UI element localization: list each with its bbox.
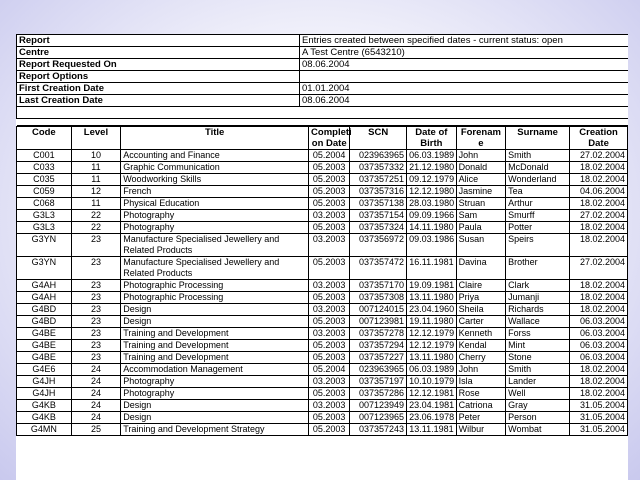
table-cell: 23 bbox=[71, 280, 121, 292]
table-cell: G4KB bbox=[17, 412, 72, 424]
table-row bbox=[17, 280, 628, 292]
table-cell: 23 bbox=[71, 316, 121, 328]
table-cell: 18.02.2004 bbox=[570, 198, 628, 210]
report-field-row bbox=[17, 47, 629, 59]
table-cell: 23 bbox=[71, 340, 121, 352]
table-cell: 23 bbox=[71, 352, 121, 364]
table-cell: 18.02.2004 bbox=[570, 222, 628, 234]
table-cell: 27.02.2004 bbox=[570, 150, 628, 162]
report-field-label: Report Requested On bbox=[17, 59, 300, 71]
table-cell: 23.04.1981 bbox=[407, 400, 457, 412]
table-cell: Photography bbox=[121, 222, 309, 234]
table-cell: Wonderland bbox=[506, 174, 570, 186]
table-row bbox=[17, 400, 628, 412]
table-row bbox=[17, 412, 628, 424]
report-field-label: Last Creation Date bbox=[17, 95, 300, 107]
table-cell: 13.11.1980 bbox=[407, 352, 457, 364]
table-cell: 10 bbox=[71, 150, 121, 162]
table-row bbox=[17, 186, 628, 198]
table-row bbox=[17, 150, 628, 162]
table-cell: 31.05.2004 bbox=[570, 412, 628, 424]
table-cell: 21.12.1980 bbox=[407, 162, 457, 174]
table-cell: 037357170 bbox=[350, 280, 407, 292]
table-cell: Arthur bbox=[506, 198, 570, 210]
table-cell: 037357316 bbox=[350, 186, 407, 198]
table-row bbox=[17, 198, 628, 210]
table-cell: 03.2003 bbox=[309, 280, 350, 292]
table-cell: 03.2003 bbox=[309, 304, 350, 316]
table-cell: Graphic Communication bbox=[121, 162, 309, 174]
table-row bbox=[17, 222, 628, 234]
table-cell: Stone bbox=[506, 352, 570, 364]
table-cell: 24 bbox=[71, 376, 121, 388]
table-cell: 05.2003 bbox=[309, 186, 350, 198]
table-cell: 11 bbox=[71, 198, 121, 210]
table-cell: 28.03.1980 bbox=[407, 198, 457, 210]
table-cell: 12 bbox=[71, 186, 121, 198]
table-cell: 037357308 bbox=[350, 292, 407, 304]
table-cell: 18.02.2004 bbox=[570, 388, 628, 400]
table-cell: G3YN bbox=[17, 257, 72, 280]
table-cell: Physical Education bbox=[121, 198, 309, 210]
table-cell: Kenneth bbox=[456, 328, 506, 340]
table-cell: Woodworking Skills bbox=[121, 174, 309, 186]
report-field-label: First Creation Date bbox=[17, 83, 300, 95]
table-cell: Claire bbox=[456, 280, 506, 292]
table-cell: Priya bbox=[456, 292, 506, 304]
table-cell: 24 bbox=[71, 364, 121, 376]
table-row bbox=[17, 328, 628, 340]
table-cell: Paula bbox=[456, 222, 506, 234]
table-cell: 007123981 bbox=[350, 316, 407, 328]
table-cell: Sam bbox=[456, 210, 506, 222]
table-cell: Struan bbox=[456, 198, 506, 210]
table-cell: John bbox=[456, 150, 506, 162]
table-cell: 05.2003 bbox=[309, 388, 350, 400]
table-row bbox=[17, 388, 628, 400]
table-cell: 31.05.2004 bbox=[570, 400, 628, 412]
table-cell: G3L3 bbox=[17, 222, 72, 234]
table-cell: Jasmine bbox=[456, 186, 506, 198]
table-cell: 05.2003 bbox=[309, 198, 350, 210]
table-cell: 23 bbox=[71, 292, 121, 304]
table-cell: 03.2003 bbox=[309, 210, 350, 222]
table-cell: G4BD bbox=[17, 316, 72, 328]
table-cell: 05.2003 bbox=[309, 316, 350, 328]
report-field-row bbox=[17, 71, 629, 83]
table-cell: Training and Development bbox=[121, 328, 309, 340]
table-cell: 19.11.1980 bbox=[407, 316, 457, 328]
table-cell: 05.2003 bbox=[309, 222, 350, 234]
table-cell: 03.2003 bbox=[309, 376, 350, 388]
table-cell: 05.2004 bbox=[309, 364, 350, 376]
table-cell: Design bbox=[121, 412, 309, 424]
table-cell: C035 bbox=[17, 174, 72, 186]
table-cell: Training and Development Strategy bbox=[121, 424, 309, 436]
table-cell: 10.10.1979 bbox=[407, 376, 457, 388]
column-header: Completi on Date bbox=[309, 127, 350, 150]
table-cell: Design bbox=[121, 304, 309, 316]
table-cell: Susan bbox=[456, 234, 506, 257]
table-cell: Wombat bbox=[506, 424, 570, 436]
table-cell: 037356972 bbox=[350, 234, 407, 257]
table-cell: 05.2003 bbox=[309, 174, 350, 186]
table-cell: 037357324 bbox=[350, 222, 407, 234]
table-cell: 037357243 bbox=[350, 424, 407, 436]
table-cell: Manufacture Specialised Jewellery and Related Products bbox=[121, 257, 309, 280]
table-cell: 27.02.2004 bbox=[570, 257, 628, 280]
table-cell: 18.02.2004 bbox=[570, 292, 628, 304]
table-cell: 23.04.1960 bbox=[407, 304, 457, 316]
table-cell: 23.06.1978 bbox=[407, 412, 457, 424]
spacer-cell bbox=[17, 107, 629, 119]
table-cell: 037357278 bbox=[350, 328, 407, 340]
table-cell: G4MN bbox=[17, 424, 72, 436]
table-row bbox=[17, 352, 628, 364]
table-cell: Person bbox=[506, 412, 570, 424]
table-cell: Design bbox=[121, 400, 309, 412]
table-row bbox=[17, 304, 628, 316]
table-cell: G3YN bbox=[17, 234, 72, 257]
table-row bbox=[17, 292, 628, 304]
table-cell: 023963965 bbox=[350, 150, 407, 162]
report-sheet bbox=[16, 34, 628, 480]
table-cell: C033 bbox=[17, 162, 72, 174]
table-cell: Smurff bbox=[506, 210, 570, 222]
table-cell: Jumanji bbox=[506, 292, 570, 304]
table-cell: 18.02.2004 bbox=[570, 280, 628, 292]
table-cell: G4BD bbox=[17, 304, 72, 316]
table-cell: 14.11.1980 bbox=[407, 222, 457, 234]
column-header: Title bbox=[121, 127, 309, 150]
table-cell: 19.09.1981 bbox=[407, 280, 457, 292]
table-cell: 09.12.1979 bbox=[407, 174, 457, 186]
table-cell: Photography bbox=[121, 388, 309, 400]
table-cell: 06.03.2004 bbox=[570, 340, 628, 352]
table-cell: C059 bbox=[17, 186, 72, 198]
column-header: Code bbox=[17, 127, 72, 150]
spacer-cell bbox=[17, 119, 629, 126]
table-cell: Manufacture Specialised Jewellery and Related Products bbox=[121, 234, 309, 257]
table-cell: 06.03.1989 bbox=[407, 364, 457, 376]
table-cell: Richards bbox=[506, 304, 570, 316]
table-cell: Lander bbox=[506, 376, 570, 388]
table-cell: Clark bbox=[506, 280, 570, 292]
table-cell: 03.2003 bbox=[309, 400, 350, 412]
table-cell: Brother bbox=[506, 257, 570, 280]
table-cell: G4BE bbox=[17, 340, 72, 352]
table-row bbox=[17, 376, 628, 388]
table-cell: Alice bbox=[456, 174, 506, 186]
table-cell: Tea bbox=[506, 186, 570, 198]
table-cell: Training and Development bbox=[121, 340, 309, 352]
table-cell: 31.05.2004 bbox=[570, 424, 628, 436]
table-cell: 27.02.2004 bbox=[570, 210, 628, 222]
report-header-table bbox=[16, 34, 628, 126]
table-cell: 11 bbox=[71, 162, 121, 174]
table-row bbox=[17, 162, 628, 174]
table-cell: 037357154 bbox=[350, 210, 407, 222]
table-cell: 037357251 bbox=[350, 174, 407, 186]
table-row bbox=[17, 364, 628, 376]
table-cell: 18.02.2004 bbox=[570, 162, 628, 174]
column-header: Creation Date bbox=[570, 127, 628, 150]
table-cell: Photographic Processing bbox=[121, 280, 309, 292]
table-cell: 037357472 bbox=[350, 257, 407, 280]
table-cell: 22 bbox=[71, 222, 121, 234]
table-cell: C001 bbox=[17, 150, 72, 162]
table-cell: 11 bbox=[71, 174, 121, 186]
table-cell: 05.2003 bbox=[309, 257, 350, 280]
table-cell: 037357332 bbox=[350, 162, 407, 174]
report-field-label: Centre bbox=[17, 47, 300, 59]
table-cell: 04.06.2004 bbox=[570, 186, 628, 198]
table-cell: 06.03.2004 bbox=[570, 316, 628, 328]
table-cell: 03.2003 bbox=[309, 234, 350, 257]
table-cell: 037357286 bbox=[350, 388, 407, 400]
table-cell: Training and Development bbox=[121, 352, 309, 364]
table-cell: 25 bbox=[71, 424, 121, 436]
table-cell: Cherry bbox=[456, 352, 506, 364]
table-cell: G4AH bbox=[17, 280, 72, 292]
report-field-value: A Test Centre (6543210) bbox=[300, 47, 629, 59]
table-cell: 007123949 bbox=[350, 400, 407, 412]
table-cell: Peter bbox=[456, 412, 506, 424]
table-cell: 037357227 bbox=[350, 352, 407, 364]
table-cell: 05.2003 bbox=[309, 412, 350, 424]
report-field-row bbox=[17, 83, 629, 95]
table-cell: 06.03.2004 bbox=[570, 328, 628, 340]
table-cell: G4KB bbox=[17, 400, 72, 412]
table-row bbox=[17, 210, 628, 222]
table-cell: 23 bbox=[71, 234, 121, 257]
column-header: Level bbox=[71, 127, 121, 150]
table-cell: 16.11.1981 bbox=[407, 257, 457, 280]
table-cell: Catriona bbox=[456, 400, 506, 412]
table-row bbox=[17, 340, 628, 352]
table-cell: 007123965 bbox=[350, 412, 407, 424]
report-field-label: Report Options bbox=[17, 71, 300, 83]
table-cell: 18.02.2004 bbox=[570, 304, 628, 316]
table-cell: 05.2003 bbox=[309, 424, 350, 436]
table-cell: 05.2003 bbox=[309, 162, 350, 174]
table-cell: 23 bbox=[71, 328, 121, 340]
table-cell: Gray bbox=[506, 400, 570, 412]
table-cell: 24 bbox=[71, 400, 121, 412]
table-cell: Photography bbox=[121, 376, 309, 388]
table-cell: G4JH bbox=[17, 388, 72, 400]
table-cell: 23 bbox=[71, 257, 121, 280]
table-cell: 24 bbox=[71, 388, 121, 400]
table-header-row bbox=[17, 127, 628, 150]
table-cell: 22 bbox=[71, 210, 121, 222]
table-row bbox=[17, 234, 628, 257]
table-cell: Accommodation Management bbox=[121, 364, 309, 376]
report-field-value: 08.06.2004 bbox=[300, 95, 629, 107]
entries-table bbox=[16, 126, 628, 436]
table-cell: 23 bbox=[71, 304, 121, 316]
table-cell: 12.12.1981 bbox=[407, 388, 457, 400]
table-cell: G4BE bbox=[17, 352, 72, 364]
table-cell: 12.12.1979 bbox=[407, 340, 457, 352]
report-field-label: Report bbox=[17, 35, 300, 47]
table-row bbox=[17, 424, 628, 436]
table-cell: Wallace bbox=[506, 316, 570, 328]
table-cell: Design bbox=[121, 316, 309, 328]
column-header: Surname bbox=[506, 127, 570, 150]
table-cell: Sheila bbox=[456, 304, 506, 316]
table-cell: 023963965 bbox=[350, 364, 407, 376]
table-cell: Mint bbox=[506, 340, 570, 352]
table-cell: Speirs bbox=[506, 234, 570, 257]
table-cell: Smith bbox=[506, 364, 570, 376]
table-cell: 037357294 bbox=[350, 340, 407, 352]
table-cell: 06.03.1989 bbox=[407, 150, 457, 162]
table-cell: Rose bbox=[456, 388, 506, 400]
table-cell: Donald bbox=[456, 162, 506, 174]
table-cell: 13.11.1981 bbox=[407, 424, 457, 436]
table-cell: 05.2003 bbox=[309, 352, 350, 364]
table-cell: Wilbur bbox=[456, 424, 506, 436]
table-cell: 007124015 bbox=[350, 304, 407, 316]
table-cell: Photographic Processing bbox=[121, 292, 309, 304]
table-row bbox=[17, 316, 628, 328]
table-cell: 18.02.2004 bbox=[570, 234, 628, 257]
table-cell: G4AH bbox=[17, 292, 72, 304]
table-cell: 13.11.1980 bbox=[407, 292, 457, 304]
report-field-value: 01.01.2004 bbox=[300, 83, 629, 95]
column-header: SCN bbox=[350, 127, 407, 150]
table-cell: Carter bbox=[456, 316, 506, 328]
report-field-value: 08.06.2004 bbox=[300, 59, 629, 71]
table-cell: Forss bbox=[506, 328, 570, 340]
table-cell: G4JH bbox=[17, 376, 72, 388]
table-cell: Photography bbox=[121, 210, 309, 222]
report-field-row bbox=[17, 59, 629, 71]
table-cell: 09.03.1986 bbox=[407, 234, 457, 257]
spacer-row bbox=[17, 119, 629, 126]
table-cell: C068 bbox=[17, 198, 72, 210]
table-cell: 12.12.1980 bbox=[407, 186, 457, 198]
table-cell: 06.03.2004 bbox=[570, 352, 628, 364]
report-field-row bbox=[17, 35, 629, 47]
table-row bbox=[17, 174, 628, 186]
table-cell: Potter bbox=[506, 222, 570, 234]
table-cell: French bbox=[121, 186, 309, 198]
table-cell: 05.2004 bbox=[309, 150, 350, 162]
table-cell: G3L3 bbox=[17, 210, 72, 222]
table-cell: 037357138 bbox=[350, 198, 407, 210]
table-cell: 18.02.2004 bbox=[570, 174, 628, 186]
table-cell: Smith bbox=[506, 150, 570, 162]
table-cell: Isla bbox=[456, 376, 506, 388]
table-cell: 05.2003 bbox=[309, 292, 350, 304]
table-cell: Davina bbox=[456, 257, 506, 280]
table-row bbox=[17, 257, 628, 280]
table-cell: McDonald bbox=[506, 162, 570, 174]
table-cell: 18.02.2004 bbox=[570, 376, 628, 388]
table-cell: Accounting and Finance bbox=[121, 150, 309, 162]
table-cell: 037357197 bbox=[350, 376, 407, 388]
table-cell: 18.02.2004 bbox=[570, 364, 628, 376]
report-field-value bbox=[300, 71, 629, 83]
table-cell: Well bbox=[506, 388, 570, 400]
table-cell: 05.2003 bbox=[309, 340, 350, 352]
report-field-row bbox=[17, 95, 629, 107]
table-cell: John bbox=[456, 364, 506, 376]
column-header: Forenam e bbox=[456, 127, 506, 150]
column-header: Date of Birth bbox=[407, 127, 457, 150]
spacer-row bbox=[17, 107, 629, 119]
table-cell: 03.2003 bbox=[309, 328, 350, 340]
report-field-value: Entries created between specified dates - current status: open bbox=[300, 35, 629, 47]
table-cell: 12.12.1979 bbox=[407, 328, 457, 340]
table-cell: G4E6 bbox=[17, 364, 72, 376]
table-cell: G4BE bbox=[17, 328, 72, 340]
table-cell: 24 bbox=[71, 412, 121, 424]
table-cell: Kendal bbox=[456, 340, 506, 352]
table-cell: 09.09.1966 bbox=[407, 210, 457, 222]
